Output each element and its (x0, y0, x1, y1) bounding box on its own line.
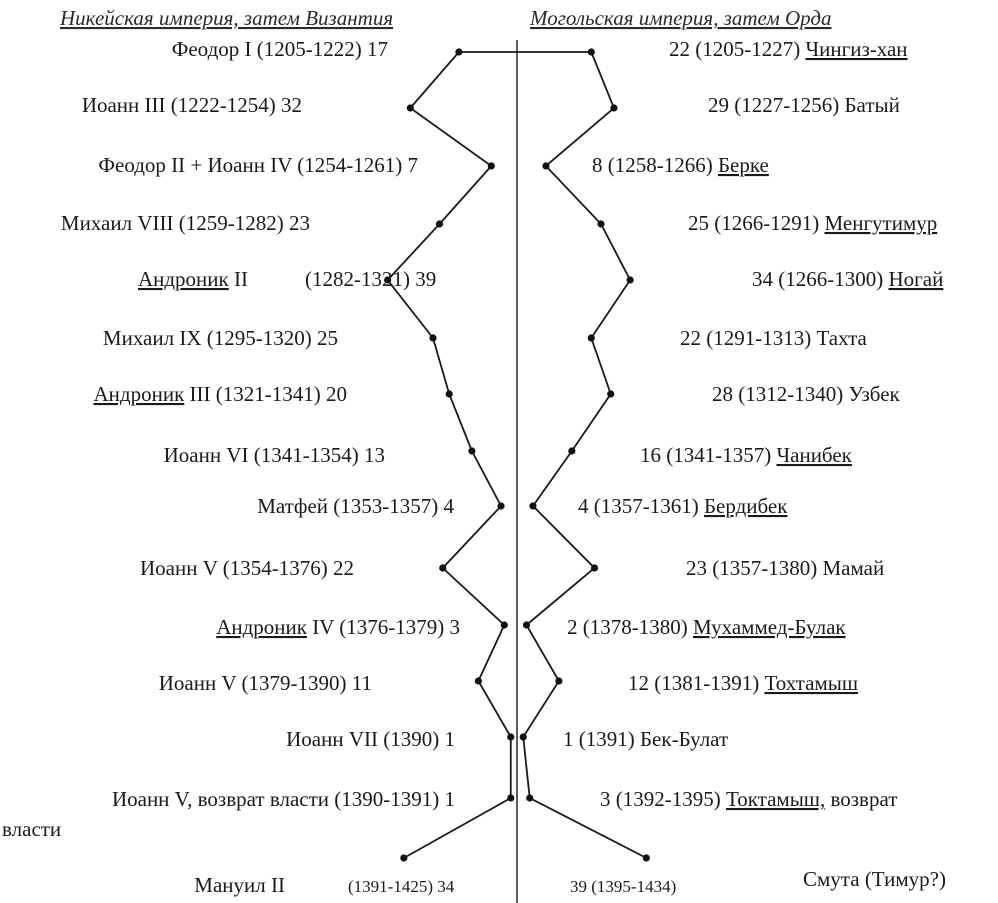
right-ruler-label: 34 (1266-1300) Ногай (752, 267, 944, 291)
right-ruler-point (597, 220, 604, 227)
left-ruler-label: Иоанн III (1222-1254) 32 (81, 93, 302, 117)
left-ruler-label: Иоанн V, возврат власти (1390-1391) 1 (111, 787, 455, 811)
left-ruler-point (497, 502, 504, 509)
right-ruler-label: 28 (1312-1340) Узбек (712, 382, 900, 406)
left-ruler-label: Михаил VIII (1259-1282) 23 (60, 211, 310, 235)
left-ruler-label: Михаил IX (1295-1320) 25 (102, 326, 338, 350)
right-ruler-label: 8 (1258-1266) Берке (592, 153, 769, 177)
left-ruler-labels (2, 37, 460, 897)
right-ruler-point (542, 162, 549, 169)
left-ruler-point (446, 390, 453, 397)
left-ruler-point (429, 334, 436, 341)
left-ruler-label: Андроник III (1321-1341) 20 (93, 382, 347, 406)
left-ruler-label: Феодор II + Иоанн IV (1254-1261) 7 (98, 153, 418, 177)
right-ruler-point (555, 677, 562, 684)
left-ruler-point (436, 220, 443, 227)
right-ruler-label: 1 (1391) Бек-Булат (563, 727, 729, 751)
right-ruler-point (568, 447, 575, 454)
right-ruler-label: 23 (1357-1380) Мамай (686, 556, 885, 580)
left-ruler-point (400, 854, 407, 861)
right-ruler-name: Смута (Тимур?) (803, 867, 946, 891)
left-ruler-point (507, 733, 514, 740)
right-ruler-label: 22 (1291-1313) Тахта (680, 326, 867, 350)
right-ruler-label: 22 (1205-1227) Чингиз-хан (669, 37, 908, 61)
left-ruler-label-wrap: власти (2, 817, 62, 841)
left-ruler-label: Иоанн V (1354-1376) 22 (140, 556, 354, 580)
left-ruler-point (468, 447, 475, 454)
right-ruler-point (591, 564, 598, 571)
right-ruler-labels (563, 37, 946, 896)
left-ruler-period: (1282-1321) 39 (305, 267, 437, 291)
left-ruler-point (507, 794, 514, 801)
left-ruler-name: Андроник II (137, 267, 248, 291)
right-ruler-label: 2 (1378-1380) Мухаммед-Булак (567, 615, 846, 639)
right-header: Могольская империя, затем Орда (530, 6, 832, 30)
left-ruler-point (475, 677, 482, 684)
right-ruler-point (607, 390, 614, 397)
left-ruler-label: Феодор I (1205-1222) 17 (171, 37, 388, 61)
left-ruler-label: Иоанн V (1379-1390) 11 (158, 671, 372, 695)
right-ruler-label: 29 (1227-1256) Батый (708, 93, 900, 117)
right-ruler-point (520, 733, 527, 740)
right-ruler-point (627, 276, 634, 283)
right-ruler-label: 25 (1266-1291) Менгутимур (688, 211, 938, 235)
left-ruler-label: Андроник IV (1376-1379) 3 (216, 615, 460, 639)
left-ruler-label: Иоанн VI (1341-1354) 13 (163, 443, 385, 467)
left-ruler-label: Матфей (1353-1357) 4 (257, 494, 454, 518)
right-ruler-point (610, 104, 617, 111)
right-ruler-label: 39 (1395-1434) (570, 877, 677, 896)
right-ruler-label: 12 (1381-1391) Тохтамыш (628, 671, 859, 695)
left-ruler-point (501, 621, 508, 628)
left-ruler-point (439, 564, 446, 571)
left-ruler-period: (1391-1425) 34 (348, 877, 455, 896)
right-ruler-point (523, 621, 530, 628)
left-ruler-point (488, 162, 495, 169)
right-ruler-label: 16 (1341-1357) Чанибек (640, 443, 852, 467)
right-ruler-label: 4 (1357-1361) Бердибек (578, 494, 788, 518)
right-ruler-point (588, 48, 595, 55)
left-ruler-name: Мануил II (194, 873, 285, 897)
left-ruler-label: Иоанн VII (1390) 1 (286, 727, 455, 751)
right-ruler-point (643, 854, 650, 861)
left-ruler-point (407, 104, 414, 111)
right-ruler-point (529, 502, 536, 509)
right-ruler-point (588, 334, 595, 341)
right-ruler-point (526, 794, 533, 801)
left-header: Никейская империя, затем Византия (60, 6, 394, 30)
right-ruler-label: 3 (1392-1395) Токтамыш, возврат (600, 787, 898, 811)
left-ruler-point (455, 48, 462, 55)
